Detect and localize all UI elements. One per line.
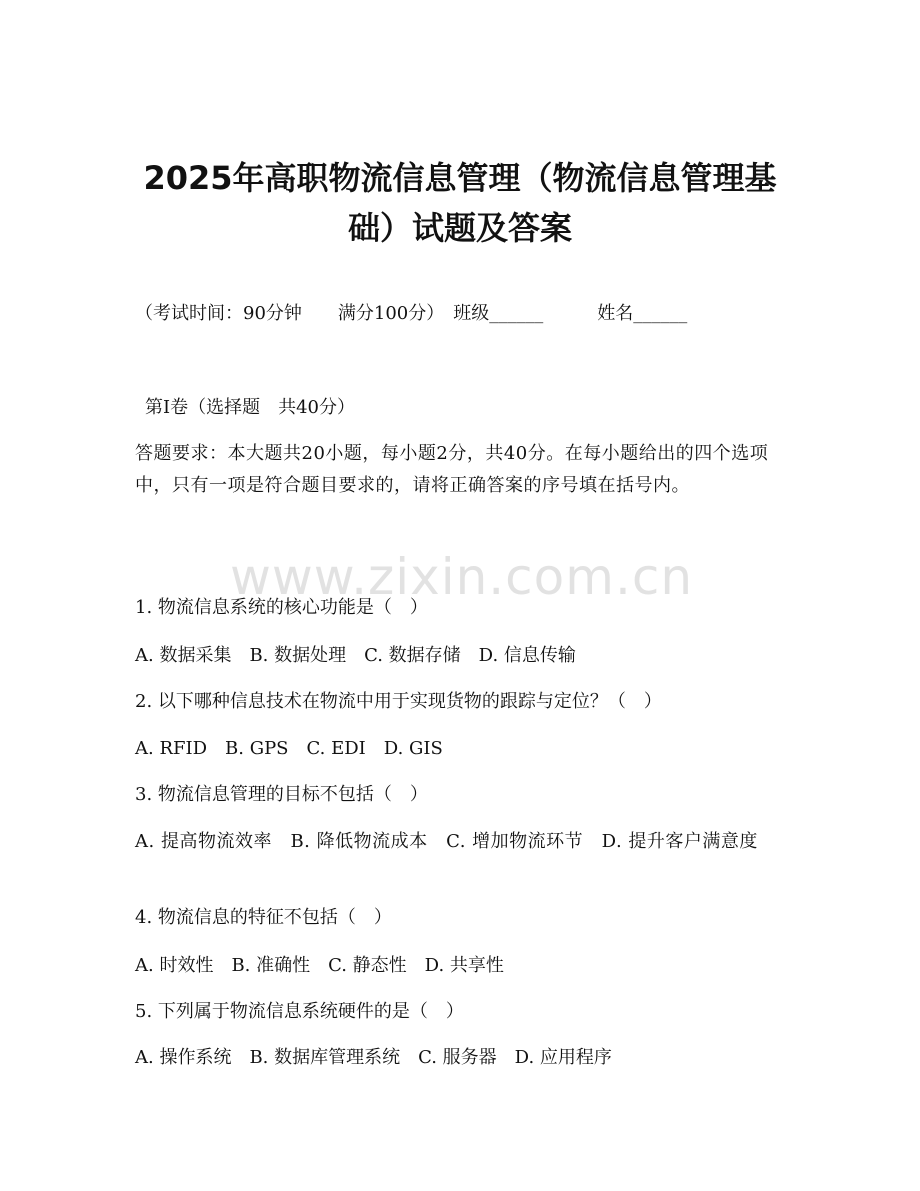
- question-stem: 5. 下列属于物流信息系统硬件的是（ ）: [135, 1001, 464, 1022]
- question-stem: 3. 物流信息管理的目标不包括（ ）: [135, 784, 428, 805]
- page-title-line-2: 础）试题及答案: [347, 209, 572, 247]
- question-stem: 4. 物流信息的特征不包括（ ）: [135, 907, 392, 928]
- question-options: A. 数据采集 B. 数据处理 C. 数据存储 D. 信息传输: [135, 645, 576, 666]
- page-title-line-1: 2025年高职物流信息管理（物流信息管理基: [143, 159, 777, 197]
- question-options: A. RFID B. GPS C. EDI D. GIS: [135, 738, 443, 759]
- watermark: www.zixin.com.cn: [230, 548, 694, 606]
- question-stem: 1. 物流信息系统的核心功能是（ ）: [135, 597, 428, 618]
- instructions: 答题要求：本大题共20小题，每小题2分，共40分。在每小题给出的四个选项中，只有一项是符合题目要求的，请将正确答案的序号填在括号内。: [135, 443, 769, 496]
- question-options: A. 操作系统 B. 数据库管理系统 C. 服务器 D. 应用程序: [135, 1047, 612, 1068]
- question-options: A. 提高物流效率 B. 降低物流成本 C. 增加物流环节 D. 提升客户满意度: [135, 831, 758, 852]
- question-stem: 2. 以下哪种信息技术在物流中用于实现货物的跟踪与定位？（ ）: [135, 691, 662, 712]
- question-options: A. 时效性 B. 准确性 C. 静态性 D. 共享性: [135, 955, 504, 976]
- exam-info: （考试时间：90分钟 满分100分） 班级______ 姓名______: [135, 303, 688, 324]
- section-heading: 第Ⅰ卷（选择题 共40分）: [145, 397, 356, 418]
